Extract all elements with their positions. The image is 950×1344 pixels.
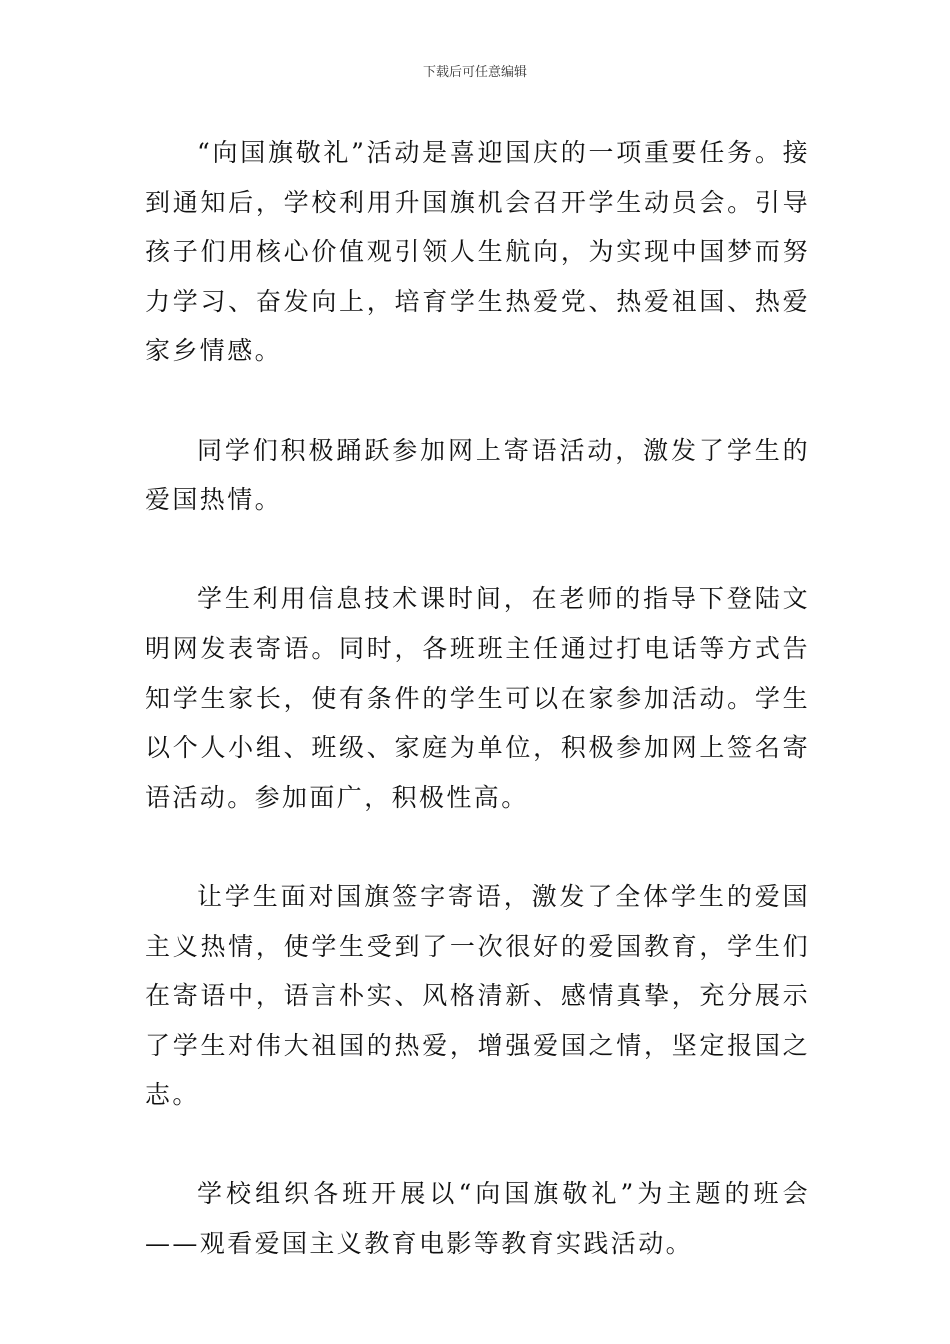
paragraph-gap — [145, 376, 810, 426]
paragraph-5: 学校组织各班开展以“向国旗敬礼”为主题的班会——观看爱国主义教育电影等教育实践活动。 — [145, 1179, 810, 1259]
paragraph-gap — [145, 525, 810, 575]
document-body — [145, 128, 810, 1269]
paragraph-gap — [145, 1120, 810, 1170]
paragraph-3: 学生利用信息技术课时间，在老师的指导下登陆文明网发表寄语。同时，各班班主任通过打电话等方式告知学生家长，使有条件的学生可以在家参加活动。学生以个人小组、班级、家庭为单位，积极参加网上签名寄语活动。参加面广，积极性高。 — [145, 584, 810, 812]
paragraph-4: 让学生面对国旗签字寄语，激发了全体学生的爱国主义热情，使学生受到了一次很好的爱国教育，学生们在寄语中，语言朴实、风格清新、感情真挚，充分展示了学生对伟大祖国的热爱，增强爱国之情，坚定报国之志。 — [145, 881, 810, 1110]
paragraph-gap — [145, 822, 810, 872]
paragraph-2: 同学们积极踊跃参加网上寄语活动，激发了学生的爱国热情。 — [145, 435, 810, 515]
paragraph-1: “向国旗敬礼”活动是喜迎国庆的一项重要任务。接到通知后，学校利用升国旗机会召开学生动员会。引导孩子们用核心价值观引领人生航向，为实现中国梦而努力学习、奋发向上，培育学生热爱党、热爱祖国、热爱家乡情感。 — [145, 138, 810, 366]
page-header-note: 下载后可任意编辑 — [422, 65, 527, 80]
